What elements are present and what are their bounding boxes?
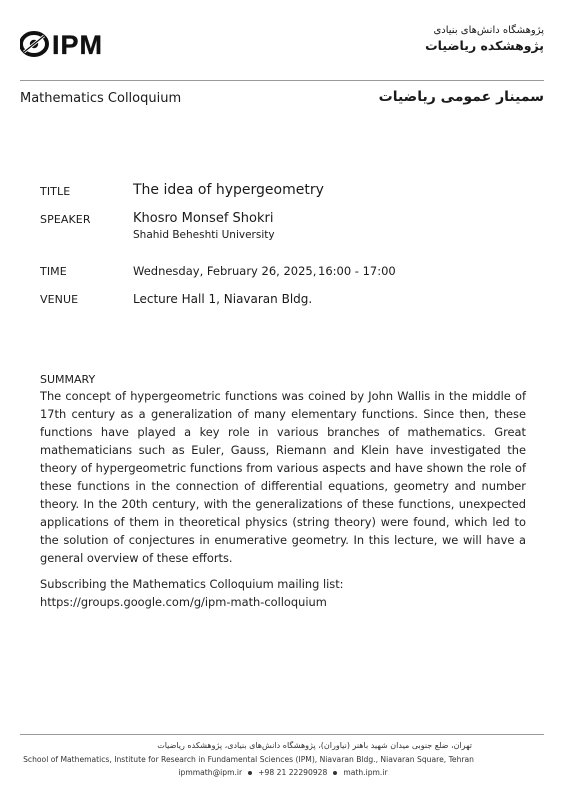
talk-time-range: 16:00 - 17:00 [318, 264, 396, 278]
speaker-name: Khosro Monsef Shokri [133, 211, 274, 226]
ipm-logo-icon [20, 30, 128, 58]
footer-website[interactable]: math.ipm.ir [343, 768, 388, 777]
colloquium-title-fa: سمینار عمومی ریاضیات [378, 89, 544, 105]
summary-text: The concept of hypergeometric functions was coined by John Wallis in the middle of 17th century as a generalization of many elementary functions. Since then, these functions have played a key role in various branches of mathematics. Great mathematicians such as Euler, Gauss, Riemann and Klein have investigated the theory of hypergeometric functions from various aspects and have shown the role of these functions in the connection of differential equations, geometry and number theory. In the 20th century, with the generalizations of these functions, unexpected applications of them in theoretical physics (string theory) were found, which led to the solution of conjectures in enumerative geometry. In this lecture, we will have a general overview of these efforts. [40, 389, 526, 565]
talk-date: Wednesday, February 26, 2025, [133, 264, 317, 278]
footer-contact [0, 768, 566, 777]
subscribe-text: Subscribing the Mathematics Colloquium mailing list: [40, 577, 344, 591]
institute-name-fa-line1: پژوهشگاه دانش‌های بنیادی [433, 25, 544, 36]
venue-label: VENUE [40, 293, 79, 306]
colloquium-title-en: Mathematics Colloquium [20, 91, 182, 106]
mailing-list-link[interactable]: https://groups.google.com/g/ipm-math-colloquium [40, 595, 327, 609]
footer-divider [20, 734, 544, 735]
separator-dot-icon [248, 771, 252, 775]
title-label: TITLE [40, 185, 71, 198]
summary-label: SUMMARY [40, 373, 96, 386]
separator-dot-icon [333, 771, 337, 775]
time-label: TIME [40, 265, 67, 278]
ipm-logo-wordmark: IPM [52, 30, 104, 58]
institute-name-fa [425, 24, 544, 54]
ipm-logo [20, 30, 128, 58]
footer-address-en: School of Mathematics, Institute for Research in Fundamental Sciences (IPM), Niavaran Bldg., Niavaran Square, Tehran [23, 755, 474, 764]
subscribe-block [40, 575, 526, 611]
talk-venue: Lecture Hall 1, Niavaran Bldg. [133, 292, 313, 306]
speaker-affiliation: Shahid Beheshti University [133, 229, 275, 241]
footer-address-fa: تهران، ضلع جنوبی میدان شهید باهنر (نیاوران)، پژوهشگاه دانش‌های بنیادی، پژوهشکده ریاضیات [157, 741, 472, 750]
speaker-label: SPEAKER [40, 213, 91, 226]
footer-email[interactable]: ipmmath@ipm.ir [178, 768, 243, 777]
institute-name-fa-line2: پژوهشکده ریاضیات [425, 38, 544, 53]
header-divider [20, 80, 544, 81]
footer-phone: +98 21 22290928 [258, 768, 328, 777]
talk-title: The idea of hypergeometry [133, 182, 324, 198]
